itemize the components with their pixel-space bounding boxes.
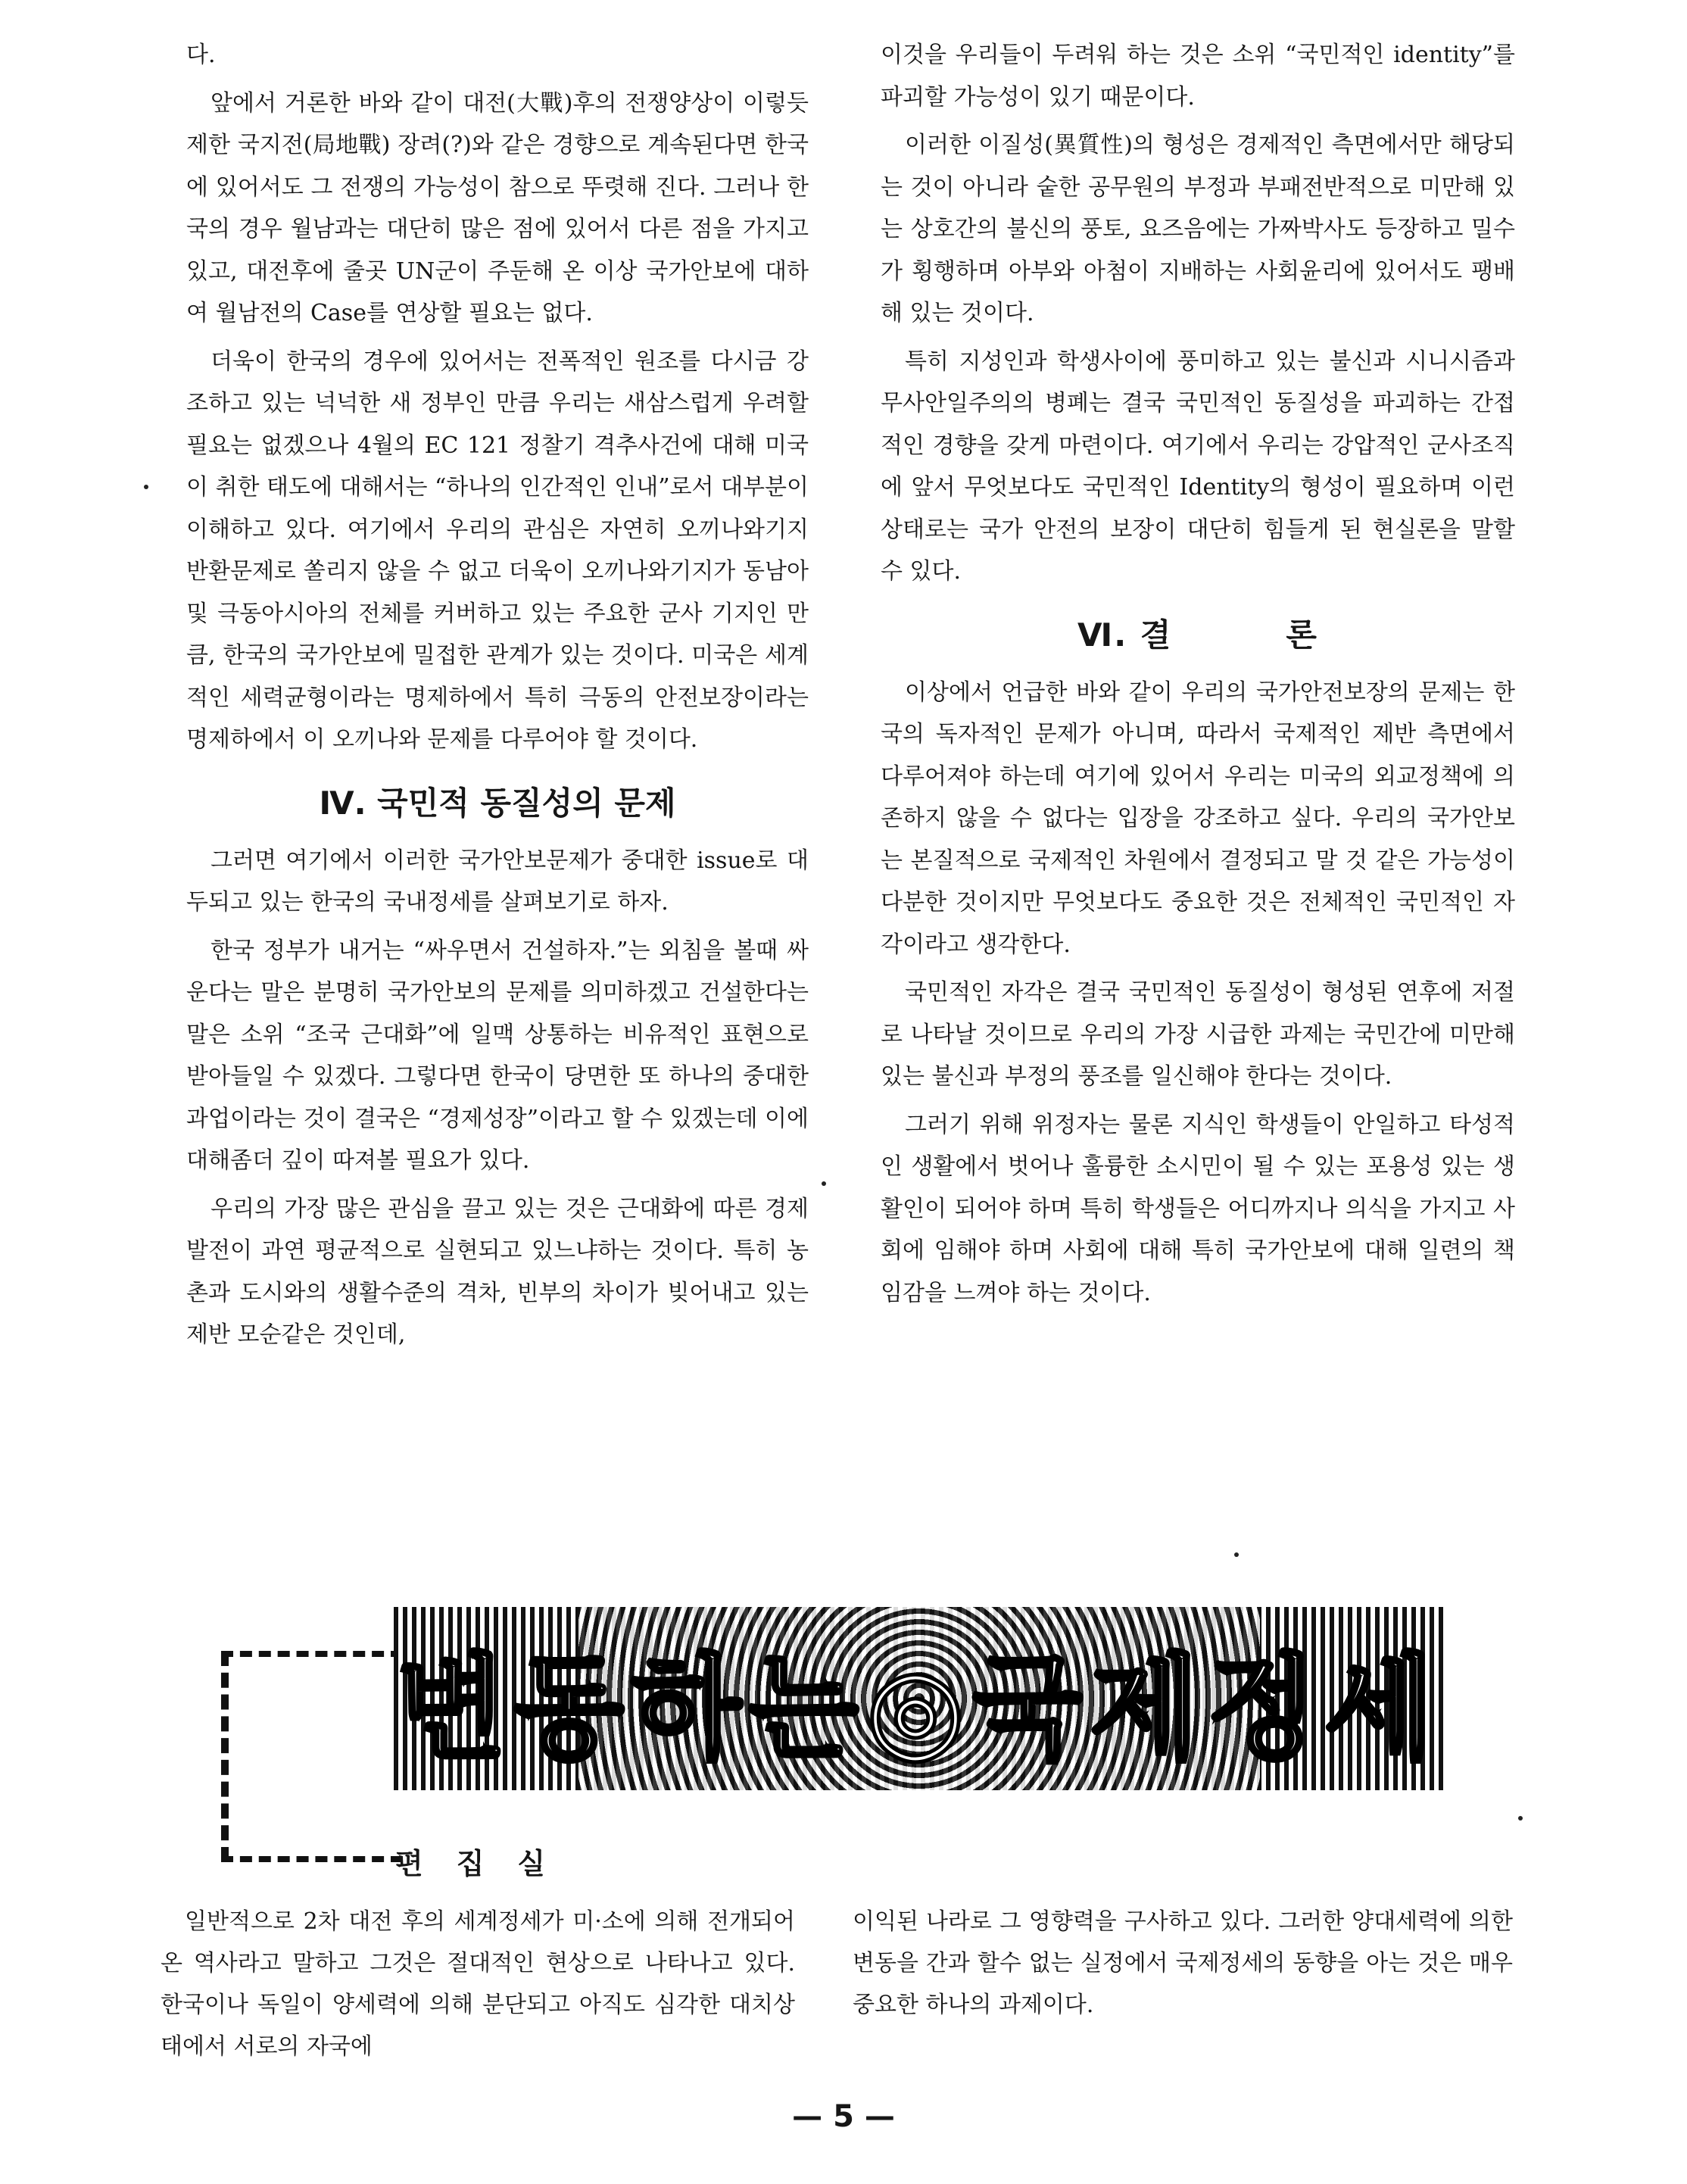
page-number: — 5 — [792,2099,895,2134]
paragraph: 앞에서 거론한 바와 같이 대전(大戰)후의 전쟁양상이 이렇듯 제한 국지전(局地戰) 장려(?)와 같은 경향으로 계속된다면 한국에 있어서도 그 전쟁의 가능성이 참으로 뚜렷해 진다. 그러나 한국의 경우 월남과는 대단히 많은 점에 있어서 다른 점을 가지고 있고, 대전후에 줄곳 UN군이 주둔해 온 이상 국가안보에 대하여 월남전의 Case를 연상할 필요는 없다. [186,89,809,326]
paragraph: 그러면 여기에서 이러한 국가안보문제가 중대한 issue로 대두되고 있는 한국의 국내정세를 살펴보기로 하자. [186,847,809,916]
paragraph: 다. [186,42,216,68]
paragraph: 더욱이 한국의 경우에 있어서는 전폭적인 원조를 다시금 강조하고 있는 넉넉한 새 정부인 만큼 우리는 새삼스럽게 우려할 필요는 없겠으나 4월의 EC 121 정찰기 격추사건에 대해 미국이 취한 태도에 대해서는 “하나의 인간적인 인내”로서 대부분이 이해하고 있다. 여기에서 우리의 관심은 자연히 오끼나와기지 반환문제로 쏠리지 않을 수 없고 더욱이 오끼나와기지가 동남아및 극동아시아의 전체를 커버하고 있는 주요한 군사 기지인 만큼, 한국의 국가안보에 밀접한 관계가 있는 것이다. 미국은 세계적인 세력균형이라는 명제하에서 특히 극동의 안전보장이라는 명제하에서 이 오끼나와 문제를 다루어야 할 것이다. [186,348,809,753]
section-heading-iv: Ⅳ. 국민적 동질성의 문제 [319,784,676,822]
section-heading-vi [881,613,1515,658]
paragraph: 이것을 우리들이 두려워 하는 것은 소위 “국민적인 identity”를 파괴할 가능성이 있기 때문이다. [881,42,1515,111]
left-column [186,34,809,1362]
print-speck [822,1181,826,1186]
heading-word: 론 [1286,616,1318,654]
print-speck [144,485,148,489]
banner-title: 변동하는◎국제정세 [396,1643,1442,1775]
paragraph: 이상에서 언급한 바와 같이 우리의 국가안전보장의 문제는 한국의 독자적인 문제가 아니며, 따라서 국제적인 제반 측면에서 다루어져야 하는데 여기에 있어서 우리는 미국의 외교정책에 의존하지 않을 수 없다는 입장을 강조하고 싶다. 우리의 국가안보는 본질적으로 국제적인 차원에서 결정되고 말 것 같은 가능성이 다분한 것이지만 무엇보다도 중요한 것은 전체적인 국민적인 자각이라고 생각한다. [881,679,1515,958]
print-speck [1518,1816,1523,1821]
print-speck [1234,1552,1239,1557]
paragraph: 특히 지성인과 학생사이에 풍미하고 있는 불신과 시니시즘과 무사안일주의의 병폐는 결국 국민적인 동질성을 파괴하는 간접적인 경향을 갖게 마련이다. 여기에서 우리는 강압적인 군사조직에 앞서 무엇보다도 국민적인 Identity의 형성이 필요하며 이런 상태로는 국가 안전의 보장이 대단히 힘들게 된 현실론을 말할 수 있다. [881,348,1515,585]
paragraph: 일반적으로 2차 대전 후의 세계정세가 미·소에 의해 전개되어온 역사라고 말하고 그것은 절대적인 현상으로 나타나고 있다. 한국이나 독일이 양세력에 의해 분단되고 아직도 심각한 대치상태에서 서로의 자국에 [161,1908,795,2060]
heading-numeral: Ⅵ. 결 [1077,616,1173,654]
byline: 편집실 [395,1847,579,1880]
paragraph: 이러한 이질성(異質性)의 형성은 경제적인 측면에서만 해당되는 것이 아니라 숱한 공무원의 부정과 부패전반적으로 미만해 있는 상호간의 불신의 풍토, 요즈음에는 가짜박사도 등장하고 밀수가 횡행하며 아부와 아첨이 지배하는 사회윤리에 있어서도 팽배해 있는 것이다. [881,132,1515,326]
paragraph: 한국 정부가 내거는 “싸우면서 건설하자.”는 외침을 볼때 싸운다는 말은 분명히 국가안보의 문제를 의미하겠고 건설한다는 말은 소위 “조국 근대화”에 일맥 상통하는 비유적인 표현으로 받아들일 수 있겠다. 그렇다면 한국이 당면한 또 하나의 중대한 과업이라는 것이 결국은 “경제성장”이라고 할 수 있겠는데 이에 대해좀더 깊이 따져볼 필요가 있다. [186,937,809,1174]
paragraph: 이익된 나라로 그 영향력을 구사하고 있다. 그러한 양대세력에 의한 변동을 간과 할수 없는 실정에서 국제정세의 동향을 아는 것은 매우 중요한 하나의 과제이다. [853,1908,1513,2018]
paragraph: 국민적인 자각은 결국 국민적인 동질성이 형성된 연후에 저절로 나타날 것이므로 우리의 가장 시급한 과제는 국민간에 미만해 있는 불신과 부정의 풍조를 일신해야 한다는 것이다. [881,979,1515,1090]
dashed-bracket [221,1651,403,1862]
paragraph: 그러기 위해 위정자는 물론 지식인 학생들이 안일하고 타성적인 생활에서 벗어나 훌륭한 소시민이 될 수 있는 포용성 있는 생활인이 되어야 하며 특히 학생들은 어디까지나 의식을 가지고 사회에 임해야 하며 사회에 대해 특히 국가안보에 대해 일련의 책임감을 느껴야 하는 것이다. [881,1111,1515,1306]
bottom-right-column [853,1901,1513,2026]
paragraph: 우리의 가장 많은 관심을 끌고 있는 것은 근대화에 따른 경제발전이 과연 평균적으로 실현되고 있느냐하는 것이다. 특히 농촌과 도시와의 생활수준의 격차, 빈부의 차이가 빚어내고 있는 제반 모순같은 것인데, [186,1195,809,1348]
bottom-left-column [161,1901,795,2067]
article-banner [394,1607,1445,1790]
right-column [881,34,1515,1320]
